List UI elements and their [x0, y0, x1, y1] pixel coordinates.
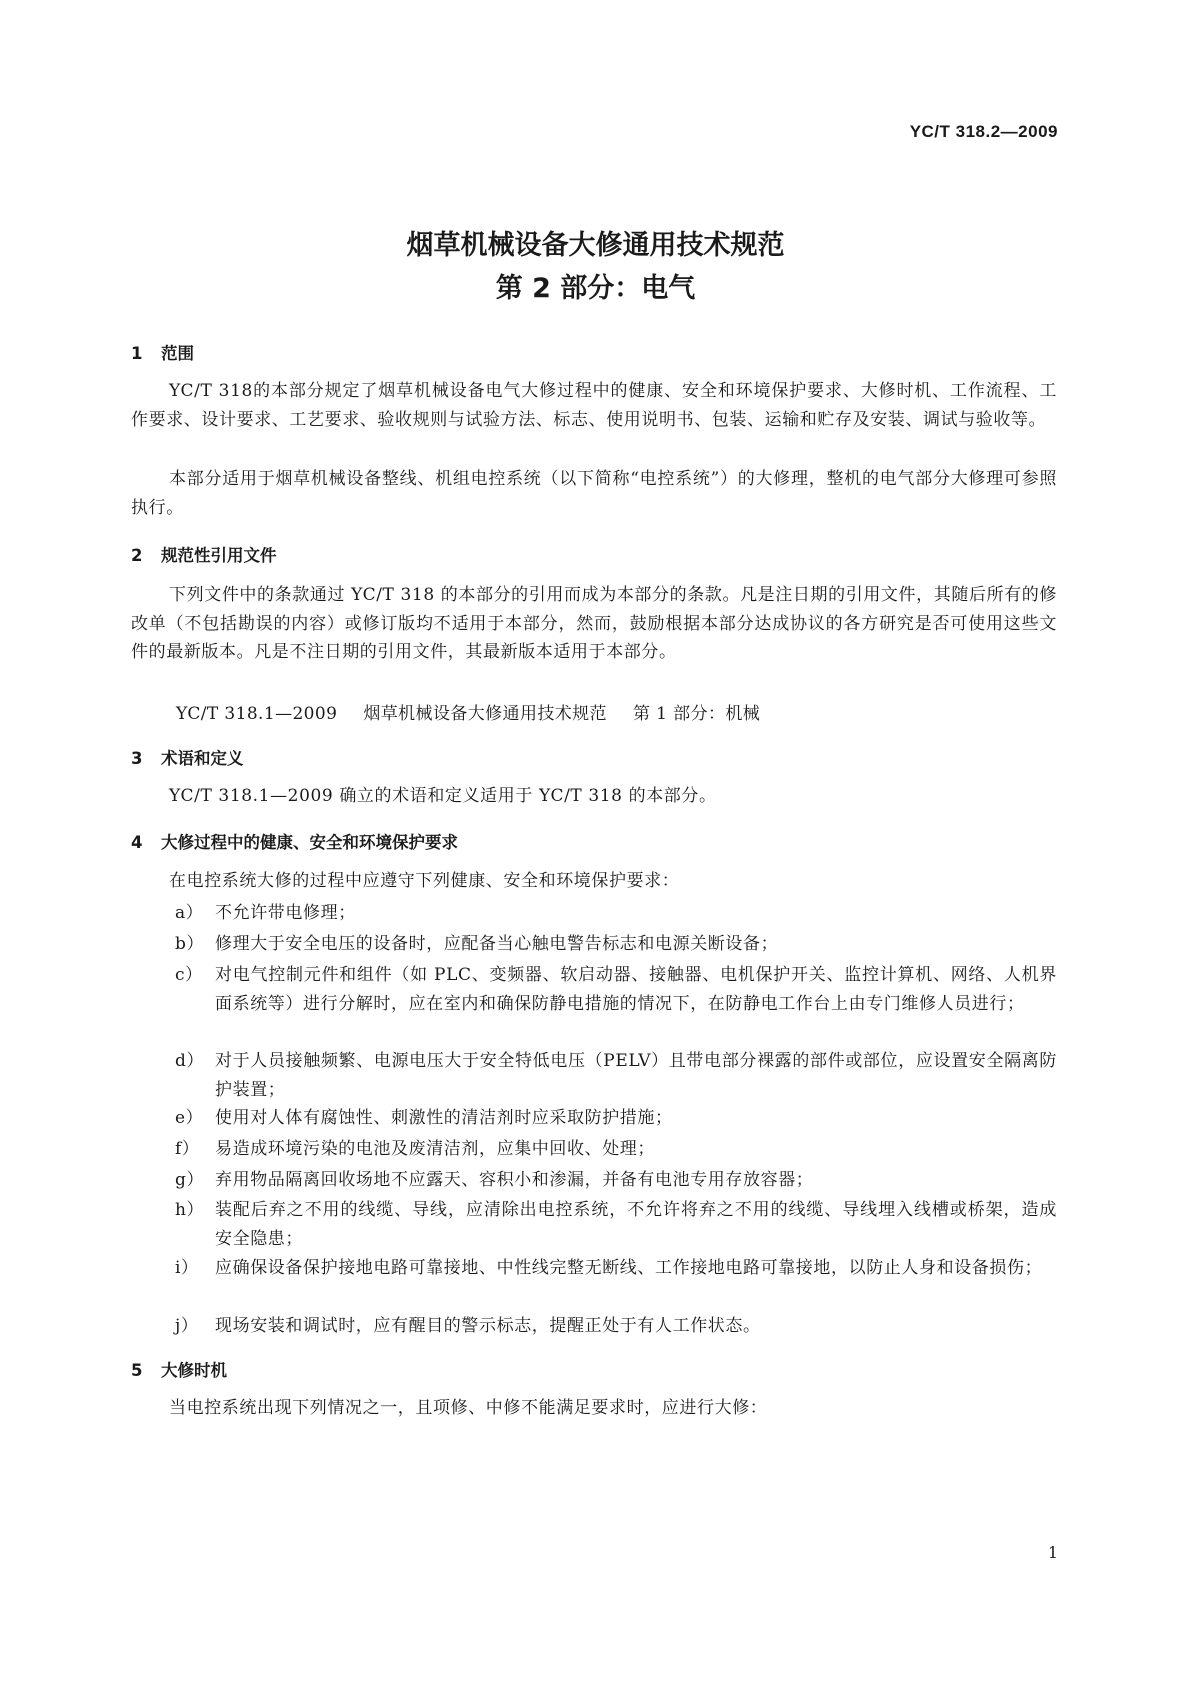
document-subtitle: 第 2 部分：电气 — [495, 273, 696, 304]
list-item-text: 不允许带电修理； — [215, 903, 356, 923]
page-number: 1 — [1047, 1543, 1058, 1562]
list-item-label: j） — [175, 1316, 199, 1336]
normative-reference — [176, 700, 760, 728]
list-item-label: h） — [175, 1200, 205, 1220]
section-4-intro: 在电控系统大修的过程中应遵守下列健康、安全和环境保护要求： — [169, 871, 680, 891]
list-item — [175, 930, 1057, 959]
list-item-label: b） — [175, 934, 205, 954]
section-number: 4 — [131, 833, 143, 852]
section-title: 大修时机 — [161, 1361, 227, 1380]
list-item — [175, 1104, 1057, 1133]
list-item-label: d） — [175, 1051, 205, 1071]
section-number: 5 — [131, 1361, 143, 1380]
list-item-text: 对电气控制元件和组件（如 PLC、变频器、软启动器、接触器、电机保护开关、监控计算机、网络、人机界面系统等）进行分解时，应在室内和确保防静电措施的情况下，在防静电工作台上由专门维修人员进行； — [215, 965, 1057, 1014]
section-5-paragraph-1: 当电控系统出现下列情况之一，且项修、中修不能满足要求时，应进行大修： — [169, 1398, 768, 1418]
section-1-heading — [131, 340, 194, 364]
document-title: 烟草机械设备大修通用技术规范 — [406, 230, 785, 261]
list-item-label: e） — [175, 1108, 204, 1128]
list-item-label: c） — [175, 965, 203, 985]
list-item-text: 应确保设备保护接地电路可靠接地、中性线完整无断线、工作接地电路可靠接地，以防止人身和设备损伤； — [215, 1258, 1043, 1278]
list-item-text: 现场安装和调试时，应有醒目的警示标志，提醒正处于有人工作状态。 — [215, 1316, 761, 1336]
list-item-label: f） — [175, 1139, 200, 1159]
section-title: 范围 — [161, 344, 194, 363]
section-4-heading — [131, 829, 458, 853]
section-number: 1 — [131, 344, 143, 363]
list-item-label: i） — [175, 1258, 199, 1278]
list-item-text: 使用对人体有腐蚀性、刺激性的清洁剂时应采取防护措施； — [215, 1108, 673, 1128]
list-item — [175, 1254, 1057, 1283]
list-item-text: 对于人员接触频繁、电源电压大于安全特低电压（PELV）且带电部分裸露的部件或部位，应设置安全隔离防护装置； — [215, 1051, 1057, 1100]
reference-title: 烟草机械设备大修通用技术规范 — [363, 704, 607, 724]
section-number: 3 — [131, 749, 143, 768]
list-item-label: g） — [175, 1170, 205, 1190]
list-item-text: 修理大于安全电压的设备时，应配备当心触电警告标志和电源关断设备； — [215, 934, 779, 954]
list-item — [175, 961, 1057, 1018]
list-item-text: 装配后弃之不用的线缆、导线，应清除出电控系统，不允许将弃之不用的线缆、导线埋入线槽或桥架，造成安全隐患； — [215, 1200, 1057, 1249]
reference-part: 第 1 部分：机械 — [632, 704, 761, 724]
standard-code: YC/T 318.2—2009 — [909, 122, 1058, 141]
reference-code: YC/T 318.1—2009 — [176, 704, 338, 724]
list-item-label: a） — [175, 903, 204, 923]
section-2-heading — [131, 542, 277, 566]
list-item — [175, 1196, 1057, 1253]
list-item — [175, 1312, 1057, 1341]
section-title: 规范性引用文件 — [161, 546, 277, 565]
section-3-paragraph-1: YC/T 318.1—2009 确立的术语和定义适用于 YC/T 318 的本部分。 — [169, 786, 717, 806]
section-title: 术语和定义 — [161, 749, 244, 768]
section-title: 大修过程中的健康、安全和环境保护要求 — [161, 833, 458, 852]
section-1-paragraph-1: YC/T 318的本部分规定了烟草机械设备电气大修过程中的健康、安全和环境保护要求、大修时机、工作流程、工作要求、设计要求、工艺要求、验收规则与试验方法、标志、使用说明书、包装、运输和贮存及安装、调试与验收等。 — [131, 381, 1057, 430]
section-5-heading — [131, 1357, 227, 1381]
section-number: 2 — [131, 546, 143, 565]
list-item-text: 易造成环境污染的电池及废清洁剂，应集中回收、处理； — [215, 1139, 655, 1159]
list-item — [175, 1166, 1057, 1195]
list-item — [175, 1135, 1057, 1164]
list-item — [175, 899, 1057, 928]
section-1-paragraph-2: 本部分适用于烟草机械设备整线、机组电控系统（以下简称“电控系统”）的大修理，整机的电气部分大修理可参照执行。 — [131, 469, 1057, 518]
section-3-heading — [131, 745, 244, 769]
section-2-paragraph-1: 下列文件中的条款通过 YC/T 318 的本部分的引用而成为本部分的条款。凡是注日期的引用文件，其随后所有的修改单（不包括勘误的内容）或修订版均不适用于本部分，然而，鼓励根据本部分达成协议的各方研究是否可使用这些文件的最新版本。凡是不注日期的引用文件，其最新版本适用于本部分。 — [131, 585, 1057, 662]
list-item — [175, 1047, 1057, 1104]
list-item-text: 弃用物品隔离回收场地不应露天、容积小和渗漏，并备有电池专用存放容器； — [215, 1170, 814, 1190]
